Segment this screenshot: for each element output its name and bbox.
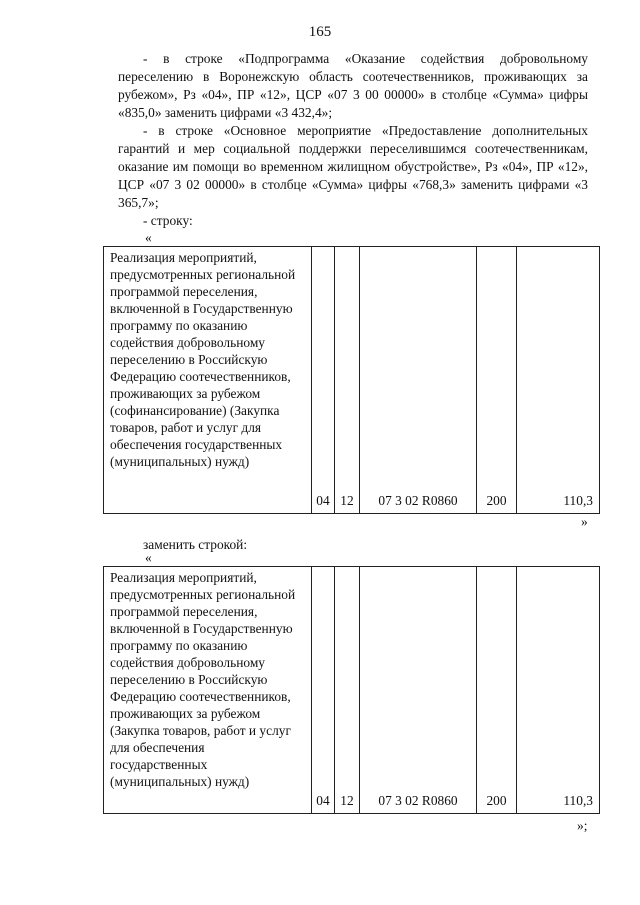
open-quote-2: « [145,550,152,565]
new-row-pr: 12 [335,567,360,814]
old-row-table [103,246,600,514]
old-row-rz: 04 [312,247,335,514]
new-row-vr: 200 [477,567,517,814]
old-row-pr: 12 [335,247,360,514]
row-label: - строку: [143,213,193,228]
new-row-table [103,566,600,814]
paragraph-2: - в строке «Основное мероприятие «Предоставление дополнительных гарантий и мер социальной поддержки переселившимся соотечественникам, оказание им помощи во временном жилищном обустройстве», Рз «04», ПР «12», ЦСР «07 3 02 00000» в столбце «Сумма» цифры «768,3» заменить цифрами «3 365,7»; [118,123,588,210]
open-quote-1: « [145,230,152,245]
close-quote-1: » [581,514,588,529]
new-row-rz: 04 [312,567,335,814]
new-row-csr: 07 3 02 R0860 [360,567,477,814]
old-row-name: Реализация мероприятий, предусмотренных региональной программой переселения, включенной в Государственную программу по оказанию содействия добровольному переселению в Российскую Федерацию соотечественников, проживающих за рубежом (софинансирование) (Закупка товаров, работ и услуг для обеспечения государственных (муниципальных) нужд) [104,247,312,514]
old-row-vr: 200 [477,247,517,514]
old-row-csr: 07 3 02 R0860 [360,247,477,514]
table-row [104,247,600,514]
new-row-name: Реализация мероприятий, предусмотренных региональной программой переселения, включенной в Государственную программу по оказанию содействия добровольному переселению в Российскую Федерацию соотечественников, проживающих за рубежом (Закупка товаров, работ и услуг для обеспечения государственных (муниципальных) нужд) [104,567,312,814]
paragraph-1: - в строке «Подпрограмма «Оказание содействия добровольному переселению в Воронежскую область соотечественников, проживающих за рубежом», Рз «04», ПР «12», ЦСР «07 3 00 00000» в столбце «Сумма» цифры «835,0» заменить цифрами «3 432,4»; [118,51,588,120]
close-quote-2: »; [577,818,588,833]
page-number: 165 [308,24,332,40]
table-row [104,567,600,814]
old-row-sum: 110,3 [517,247,600,514]
new-row-sum: 110,3 [517,567,600,814]
replace-label: заменить строкой: [143,537,248,552]
